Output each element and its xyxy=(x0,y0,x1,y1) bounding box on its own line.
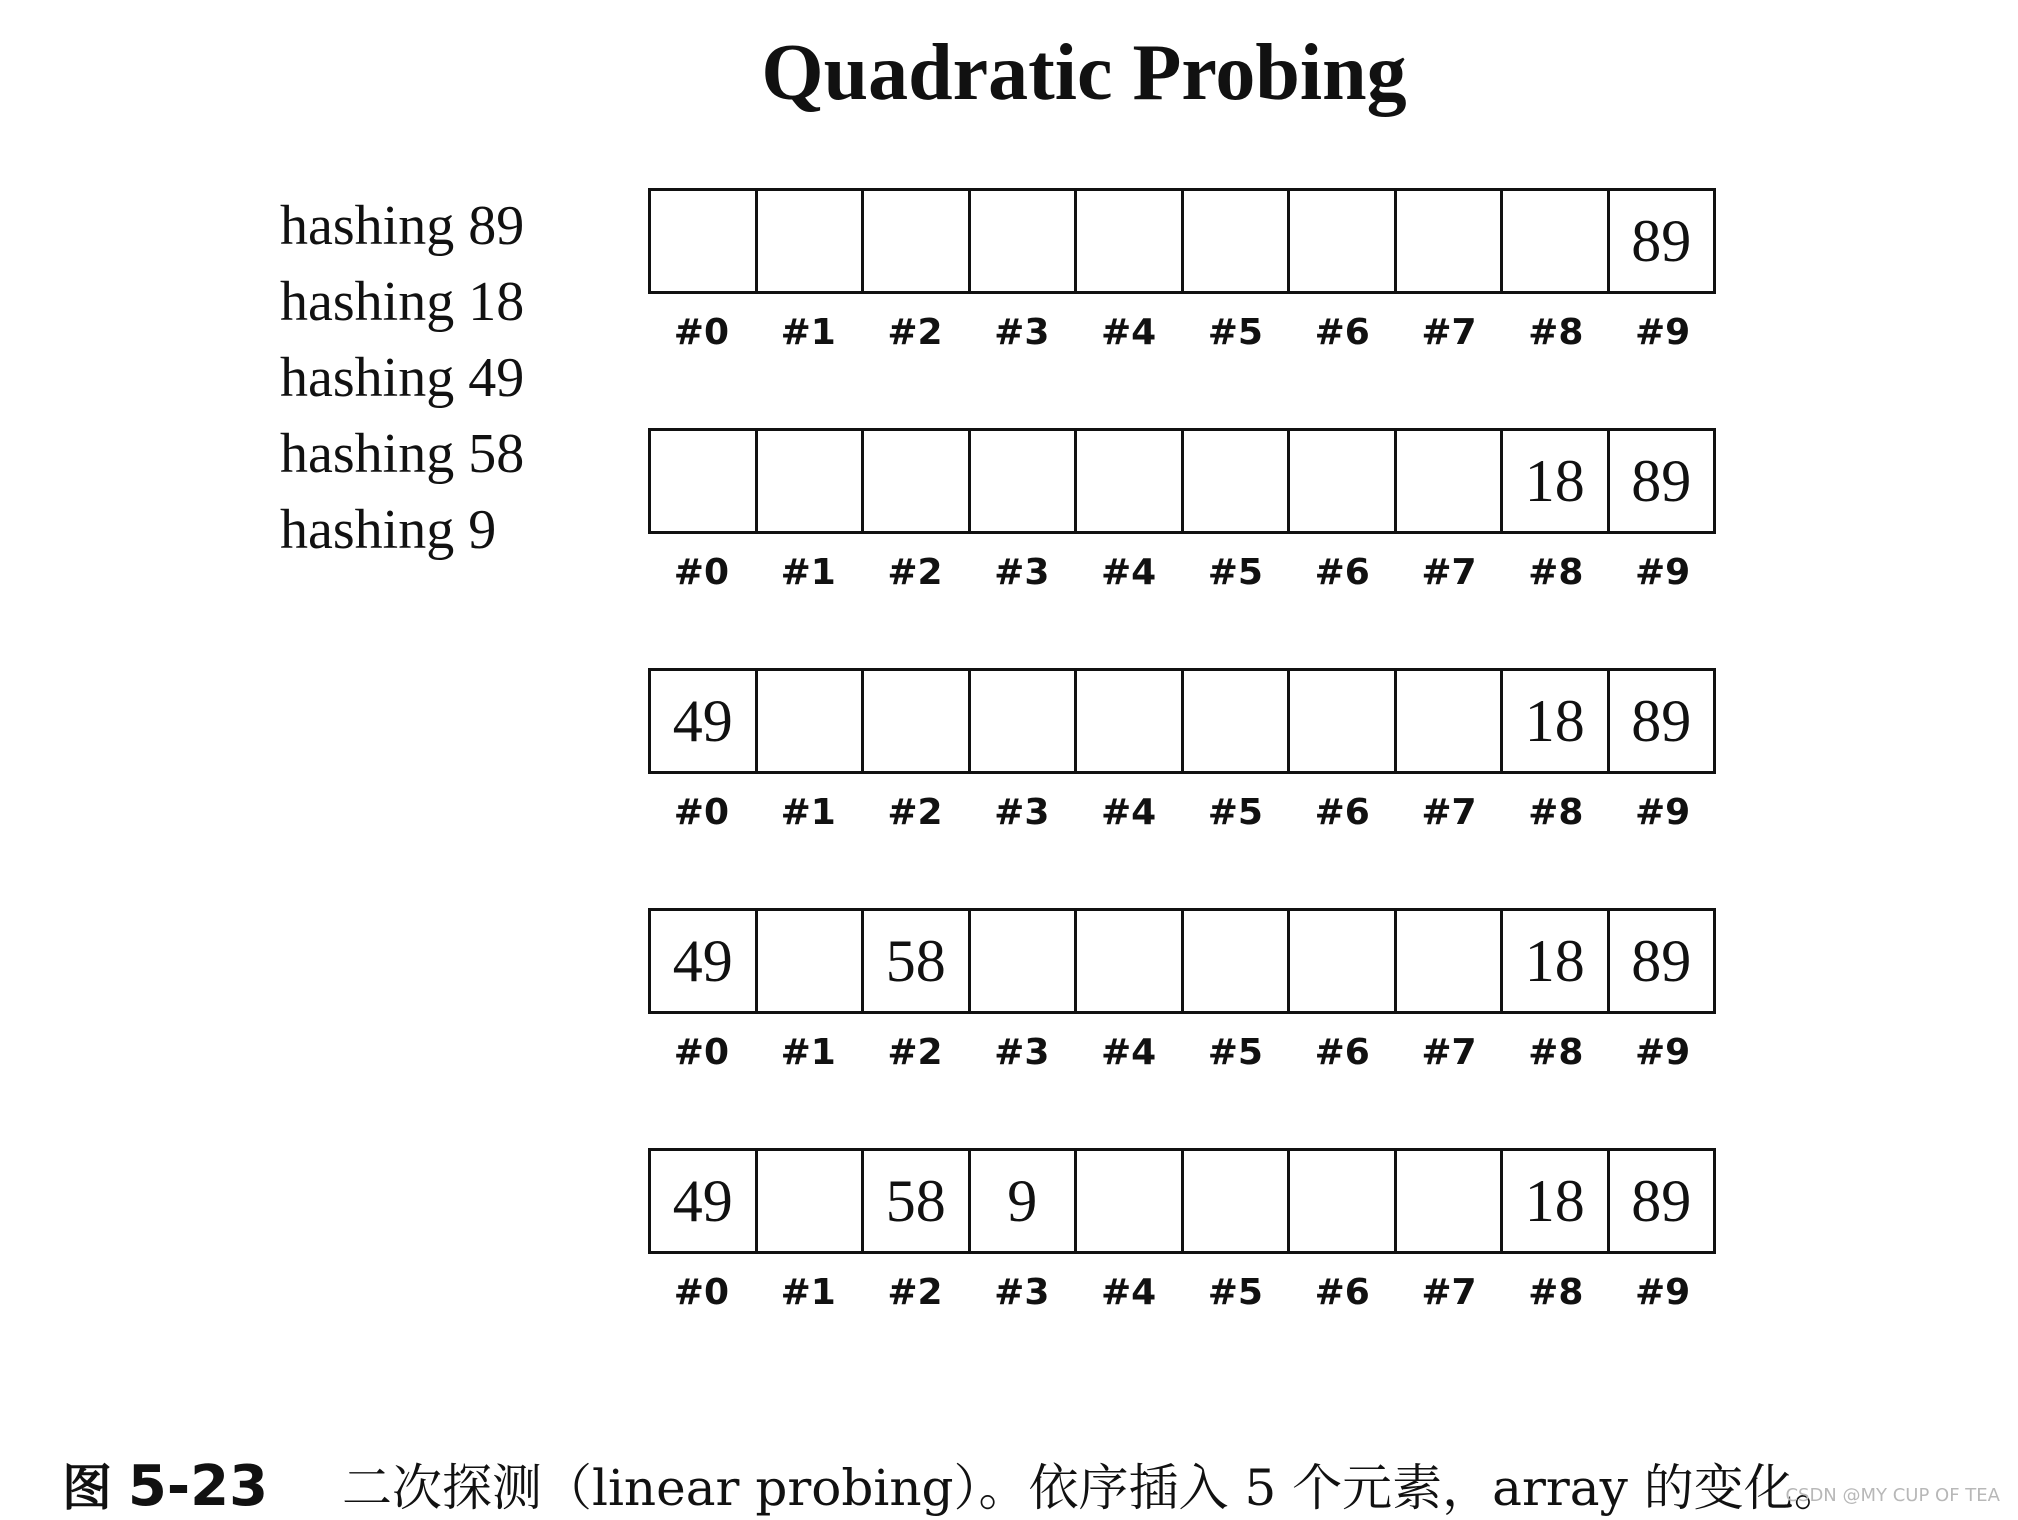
array-cell: 18 xyxy=(1503,431,1610,531)
array-cell: 89 xyxy=(1610,431,1717,531)
array-indices xyxy=(648,1272,1716,1313)
array-cell xyxy=(1290,671,1397,771)
array-cell xyxy=(1290,1151,1397,1251)
hashing-step: hashing 58 xyxy=(280,423,525,485)
array-index-label: #5 xyxy=(1207,312,1263,353)
array-cell: 49 xyxy=(651,671,758,771)
array-cell: 49 xyxy=(651,911,758,1011)
array-index-label: #1 xyxy=(780,792,836,833)
array-index-label: #4 xyxy=(1100,552,1157,593)
array-cell: 89 xyxy=(1610,1151,1717,1251)
array-cell xyxy=(1077,1151,1184,1251)
array-index-label: #9 xyxy=(1634,312,1691,353)
array-index-label: #3 xyxy=(994,1272,1050,1313)
figure-number: 5-23 xyxy=(127,1454,269,1519)
hash-table-row xyxy=(648,668,1716,833)
array-cell: 89 xyxy=(1610,191,1717,291)
array-cell xyxy=(758,911,865,1011)
array-index-label: #1 xyxy=(780,552,836,593)
array-index-label: #1 xyxy=(780,1272,836,1313)
diagram-title: Quadratic Probing xyxy=(761,29,1407,117)
array-index-label: #3 xyxy=(994,1032,1050,1073)
array-cells xyxy=(648,908,1716,1014)
array-cell: 58 xyxy=(864,911,971,1011)
array-index-label: #4 xyxy=(1100,312,1157,353)
array-cell xyxy=(1184,431,1291,531)
array-index-label: #7 xyxy=(1421,312,1477,353)
array-index-label: #4 xyxy=(1100,792,1157,833)
array-cells xyxy=(648,1148,1716,1254)
hashing-step: hashing 49 xyxy=(280,347,525,409)
array-cells xyxy=(648,668,1716,774)
array-index-label: #6 xyxy=(1314,312,1370,353)
array-index-label: #3 xyxy=(994,552,1050,593)
array-cell xyxy=(1397,671,1504,771)
array-index-label: #0 xyxy=(673,1032,729,1073)
array-index-label: #2 xyxy=(887,552,943,593)
caption-text: 二次探测（linear probing）。依序插入 5 个元素，array 的变化。 xyxy=(341,1459,1844,1517)
array-index-label: #4 xyxy=(1100,1032,1157,1073)
array-cell xyxy=(758,191,865,291)
array-index-label: #6 xyxy=(1314,552,1370,593)
array-index-label: #0 xyxy=(673,1272,729,1313)
array-index-label: #6 xyxy=(1314,1032,1370,1073)
array-cell xyxy=(1077,431,1184,531)
array-index-label: #7 xyxy=(1421,1032,1477,1073)
array-index-label: #2 xyxy=(887,1272,943,1313)
array-cell xyxy=(1077,671,1184,771)
array-indices xyxy=(648,552,1716,593)
array-index-label: #7 xyxy=(1421,1272,1477,1313)
hash-table-row xyxy=(648,188,1716,353)
array-index-label: #8 xyxy=(1528,792,1584,833)
array-cell: 18 xyxy=(1503,911,1610,1011)
figure-caption xyxy=(62,1448,1844,1520)
array-cell xyxy=(1184,671,1291,771)
array-cell xyxy=(758,1151,865,1251)
array-cell xyxy=(1077,911,1184,1011)
array-cell xyxy=(1397,1151,1504,1251)
array-index-label: #0 xyxy=(673,792,729,833)
array-cell: 18 xyxy=(1503,671,1610,771)
array-cells xyxy=(648,428,1716,534)
hash-table-row xyxy=(648,1148,1716,1313)
array-index-label: #5 xyxy=(1207,552,1263,593)
array-index-label: #9 xyxy=(1634,552,1691,593)
array-cell: 49 xyxy=(651,1151,758,1251)
array-cell xyxy=(1397,191,1504,291)
array-index-label: #1 xyxy=(780,1032,836,1073)
array-cell xyxy=(651,431,758,531)
hash-table-row xyxy=(648,428,1716,593)
array-index-label: #2 xyxy=(887,1032,943,1073)
array-index-label: #7 xyxy=(1421,792,1477,833)
array-cell xyxy=(1184,911,1291,1011)
array-indices xyxy=(648,312,1716,353)
array-index-label: #3 xyxy=(994,312,1050,353)
array-index-label: #6 xyxy=(1314,1272,1370,1313)
array-index-label: #8 xyxy=(1528,312,1584,353)
array-index-label: #8 xyxy=(1528,552,1584,593)
array-cell xyxy=(758,671,865,771)
array-cell xyxy=(1077,191,1184,291)
array-indices xyxy=(648,792,1716,833)
array-index-label: #0 xyxy=(673,312,729,353)
array-cell xyxy=(1397,911,1504,1011)
array-index-label: #4 xyxy=(1100,1272,1157,1313)
array-cell xyxy=(971,671,1078,771)
array-index-label: #8 xyxy=(1528,1272,1584,1313)
array-index-label: #3 xyxy=(994,792,1050,833)
watermark: CSDN @MY CUP OF TEA xyxy=(1785,1485,2000,1506)
array-index-label: #5 xyxy=(1207,792,1263,833)
hashing-step: hashing 89 xyxy=(280,195,525,257)
array-index-label: #5 xyxy=(1207,1272,1263,1313)
array-cell xyxy=(971,191,1078,291)
array-cell xyxy=(864,191,971,291)
array-index-label: #2 xyxy=(887,792,943,833)
array-cell xyxy=(651,191,758,291)
array-index-label: #6 xyxy=(1314,792,1370,833)
array-cell xyxy=(1184,191,1291,291)
array-cells xyxy=(648,188,1716,294)
array-cell xyxy=(864,671,971,771)
array-cell xyxy=(1290,911,1397,1011)
array-index-label: #5 xyxy=(1207,1032,1263,1073)
array-index-label: #8 xyxy=(1528,1032,1584,1073)
array-cell: 58 xyxy=(864,1151,971,1251)
array-cell xyxy=(758,431,865,531)
hashing-step: hashing 9 xyxy=(280,499,497,561)
array-indices xyxy=(648,1032,1716,1073)
array-cell xyxy=(1503,191,1610,291)
array-cell: 18 xyxy=(1503,1151,1610,1251)
hashing-step: hashing 18 xyxy=(280,271,525,333)
array-cell: 89 xyxy=(1610,911,1717,1011)
array-index-label: #9 xyxy=(1634,1272,1691,1313)
array-cell xyxy=(1290,431,1397,531)
array-index-label: #9 xyxy=(1634,792,1691,833)
array-cell xyxy=(1184,1151,1291,1251)
array-cell xyxy=(1397,431,1504,531)
array-index-label: #9 xyxy=(1634,1032,1691,1073)
hashing-steps xyxy=(280,188,524,568)
array-cell xyxy=(864,431,971,531)
array-cell xyxy=(971,911,1078,1011)
array-cell xyxy=(971,431,1078,531)
array-cell: 89 xyxy=(1610,671,1717,771)
array-cell: 9 xyxy=(971,1151,1078,1251)
array-index-label: #7 xyxy=(1421,552,1477,593)
figure-label: 图 xyxy=(62,1458,112,1517)
array-index-label: #1 xyxy=(780,312,836,353)
hash-table-row xyxy=(648,908,1716,1073)
array-cell xyxy=(1290,191,1397,291)
array-index-label: #2 xyxy=(887,312,943,353)
array-index-label: #0 xyxy=(673,552,729,593)
